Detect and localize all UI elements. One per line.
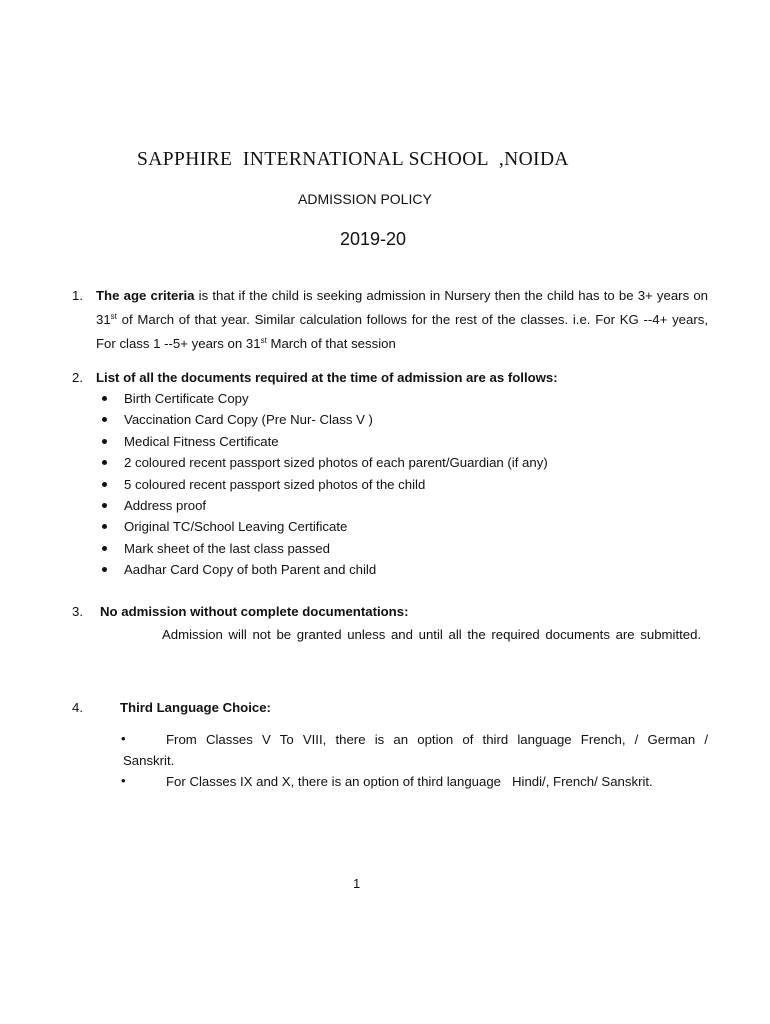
language-option-1: From Classes V To VIII, there is an option of third language French, / German / Sanskrit. bbox=[123, 732, 708, 768]
list-item: Mark sheet of the last class passed bbox=[99, 538, 548, 559]
list-item: Medical Fitness Certificate bbox=[99, 431, 548, 452]
bullet-icon bbox=[102, 417, 107, 422]
page-number: 1 bbox=[353, 876, 361, 891]
list-item: 2 coloured recent passport sized photos of each parent/Guardian (if any) bbox=[99, 452, 548, 473]
bullet-icon bbox=[102, 396, 107, 401]
section-2-number: 2. bbox=[72, 370, 83, 385]
bullet-icon: • bbox=[121, 731, 126, 746]
session-year: 2019-20 bbox=[340, 229, 407, 249]
section-1-heading: The age criteria bbox=[96, 288, 195, 303]
bullet-icon bbox=[102, 460, 107, 465]
list-item: Address proof bbox=[99, 495, 548, 516]
list-item: Aadhar Card Copy of both Parent and child bbox=[99, 559, 548, 580]
bullet-icon bbox=[102, 546, 107, 551]
list-item: Birth Certificate Copy bbox=[99, 388, 548, 409]
section-2-heading: List of all the documents required at the time of admission are as follows: bbox=[96, 370, 558, 385]
section-1-paragraph: The age criteria is that if the child is seeking admission in Nursery then the child has to be 3+ years on 31st of March of that year. Similar calculation follows for the rest of the classes. i.e. For KG --4+ years, For class 1 --5+ years on 31st March of that session bbox=[96, 288, 709, 351]
bullet-icon bbox=[102, 567, 107, 572]
school-name: SAPPHIRE INTERNATIONAL SCHOOL ,NOIDA bbox=[137, 149, 569, 170]
bullet-icon bbox=[102, 482, 107, 487]
policy-title: ADMISSION POLICY bbox=[298, 191, 432, 207]
section-3-text: Admission will not be granted unless and until all the required documents are submitted. bbox=[162, 627, 702, 642]
bullet-icon bbox=[102, 503, 107, 508]
section-1-number: 1. bbox=[72, 288, 83, 303]
section-3-heading: No admission without complete documentations: bbox=[100, 604, 409, 619]
section-3-number: 3. bbox=[72, 604, 83, 619]
section-4-heading: Third Language Choice: bbox=[120, 700, 271, 715]
language-option-2: For Classes IX and X, there is an option of third language Hindi/, French/ Sanskrit. bbox=[166, 774, 653, 789]
section-4-number: 4. bbox=[72, 700, 83, 715]
list-item: 5 coloured recent passport sized photos of the child bbox=[99, 474, 548, 495]
documents-list bbox=[99, 388, 548, 581]
list-item: Original TC/School Leaving Certificate bbox=[99, 516, 548, 537]
bullet-icon bbox=[102, 524, 107, 529]
bullet-icon bbox=[102, 439, 107, 444]
list-item: Vaccination Card Copy (Pre Nur- Class V ) bbox=[99, 409, 548, 430]
bullet-icon: • bbox=[121, 773, 126, 788]
